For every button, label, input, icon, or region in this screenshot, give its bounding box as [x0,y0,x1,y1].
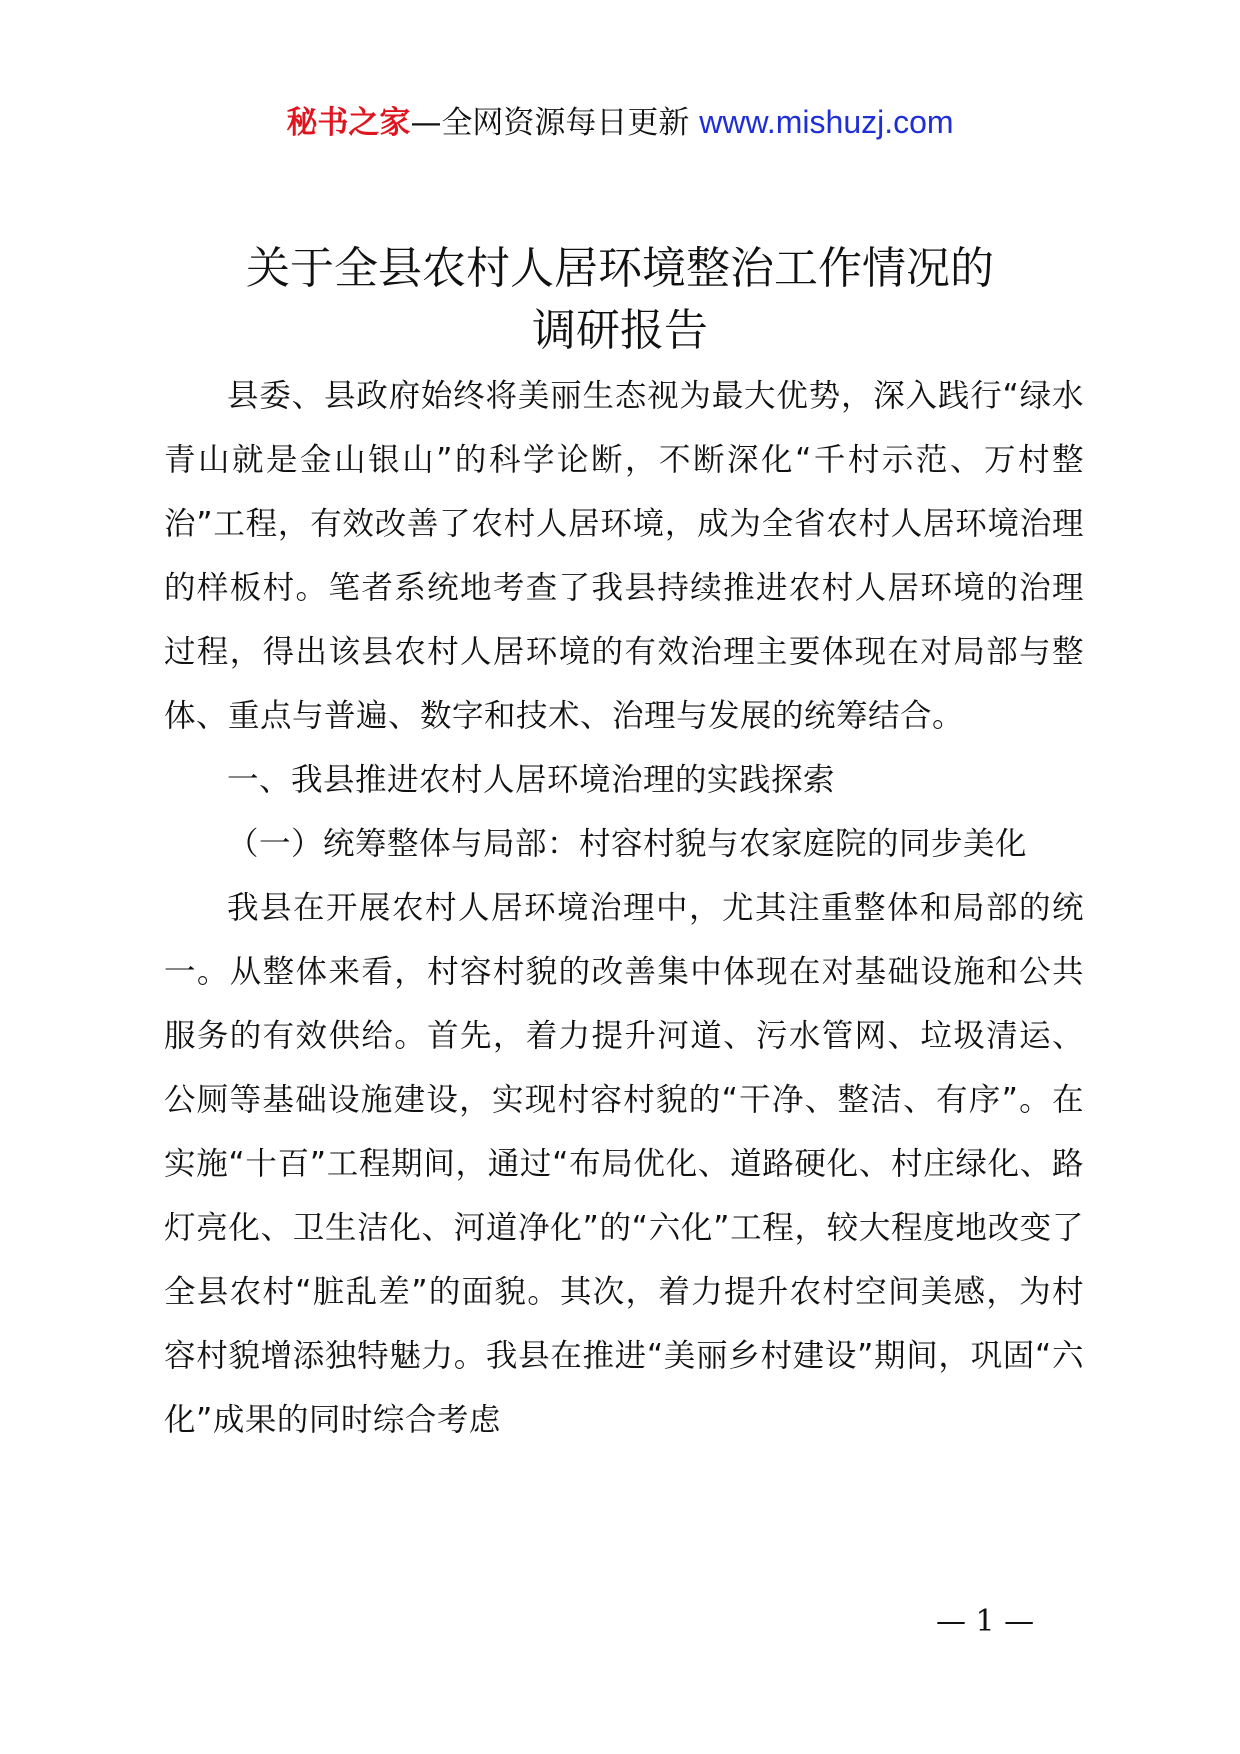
site-banner [0,100,1240,145]
section-heading: 一、我县推进农村人居环境治理的实践探索 [227,762,836,798]
document-title [0,238,1240,362]
intro-paragraph: 县委、县政府始终将美丽生态视为最大优势，深入践行“绿水青山就是金山银山”的科学论断，不断深化“千村示范、万村整治”工程，有效改善了农村人居环境，成为全省农村人居环境治理的样板村。笔者系统地考查了我县持续推进农村人居环境的治理过程，得出该县农村人居环境的有效治理主要体现在对局部与整体、重点与普遍、数字和技术、治理与发展的统筹结合。 [164,378,1084,734]
banner-tagline: —全网资源每日更新 [410,105,700,141]
brand-name: 秘书之家 [286,105,411,141]
document-title-line-1: 关于全县农村人居环境整治工作情况的 [246,243,994,294]
document-title-line-2: 调研报告 [532,305,708,356]
body-paragraph: 我县在开展农村人居环境治理中，尤其注重整体和局部的统一。从整体来看，村容村貌的改善集中体现在对基础设施和公共服务的有效供给。首先，着力提升河道、污水管网、垃圾清运、公厕等基础设施建设，实现村容村貌的“干净、整洁、有序”。在实施“十百”工程期间，通过“布局优化、道路硬化、村庄绿化、路灯亮化、卫生洁化、河道净化”的“六化”工程，较大程度地改变了全县农村“脏乱差”的面貌。其次，着力提升农村空间美感，为村容村貌增添独特魅力。我县在推进“美丽乡村建设”期间，巩固“六化”成果的同时综合考虑 [164,890,1084,1438]
site-url-link[interactable]: www.mishuzj.com [699,104,954,140]
document-body [164,364,1084,1452]
subsection-heading: （一）统筹整体与局部：村容村貌与农家庭院的同步美化 [227,826,1028,862]
page-number: — 1 — [936,1604,1035,1639]
